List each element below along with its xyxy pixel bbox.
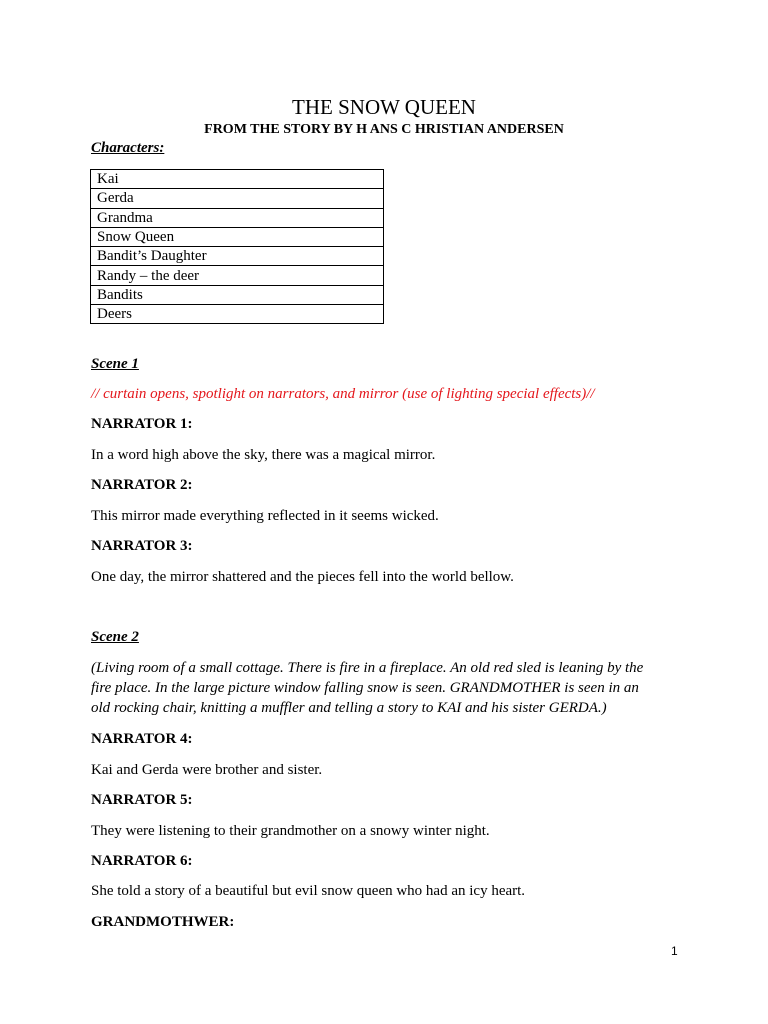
character-cell: Grandma — [91, 208, 384, 227]
narrator-2-label: NARRATOR 2: — [91, 477, 193, 493]
stage-direction-line: (Living room of a small cottage. There is fire in a fireplace. An old red sled is leaning by the — [91, 660, 644, 676]
narrator-6-label: NARRATOR 6: — [91, 853, 193, 869]
character-cell: Snow Queen — [91, 227, 384, 246]
character-cell: Deers — [91, 305, 384, 324]
narrator-3-label: NARRATOR 3: — [91, 538, 193, 554]
narrator-1-line: In a word high above the sky, there was a magical mirror. — [91, 447, 436, 463]
narrator-5-line: They were listening to their grandmother on a snowy winter night. — [91, 823, 490, 839]
scene-2-stage-direction — [91, 658, 681, 718]
scene-1-heading: Scene 1 — [91, 356, 139, 372]
narrator-5-label: NARRATOR 5: — [91, 792, 193, 808]
table-row — [91, 305, 384, 324]
scene-2-heading: Scene 2 — [91, 629, 139, 645]
narrator-6-line: She told a story of a beautiful but evil snow queen who had an icy heart. — [91, 883, 526, 899]
narrator-4-label: NARRATOR 4: — [91, 731, 193, 747]
narrator-2-line: This mirror made everything reflected in it seems wicked. — [91, 508, 439, 524]
page-number: 1 — [671, 944, 678, 958]
character-cell: Gerda — [91, 189, 384, 208]
narrator-3-line: One day, the mirror shattered and the pieces fell into the world bellow. — [91, 569, 514, 585]
table-row — [91, 247, 384, 266]
characters-heading: Characters: — [91, 140, 165, 156]
scene-1-stage-direction: // curtain opens, spotlight on narrators, and mirror (use of lighting special effects)// — [91, 386, 595, 402]
table-row — [91, 189, 384, 208]
character-cell: Randy – the deer — [91, 266, 384, 285]
character-cell: Bandits — [91, 285, 384, 304]
characters-table — [90, 169, 384, 324]
document-title: THE SNOW QUEEN — [292, 95, 476, 119]
table-row — [91, 266, 384, 285]
grandmother-label: GRANDMOTHWER: — [91, 914, 235, 930]
character-cell: Bandit’s Daughter — [91, 247, 384, 266]
narrator-1-label: NARRATOR 1: — [91, 416, 193, 432]
character-cell: Kai — [91, 170, 384, 189]
table-row — [91, 170, 384, 189]
stage-direction-line: fire place. In the large picture window falling snow is seen. GRANDMOTHER is seen in an — [91, 680, 639, 696]
narrator-4-line: Kai and Gerda were brother and sister. — [91, 762, 323, 778]
table-row — [91, 208, 384, 227]
table-row — [91, 227, 384, 246]
stage-direction-line: old rocking chair, knitting a muffler and telling a story to KAI and his sister GERDA.) — [91, 700, 607, 716]
document-subtitle: FROM THE STORY BY H ANS C HRISTIAN ANDERSEN — [204, 122, 564, 137]
table-row — [91, 285, 384, 304]
